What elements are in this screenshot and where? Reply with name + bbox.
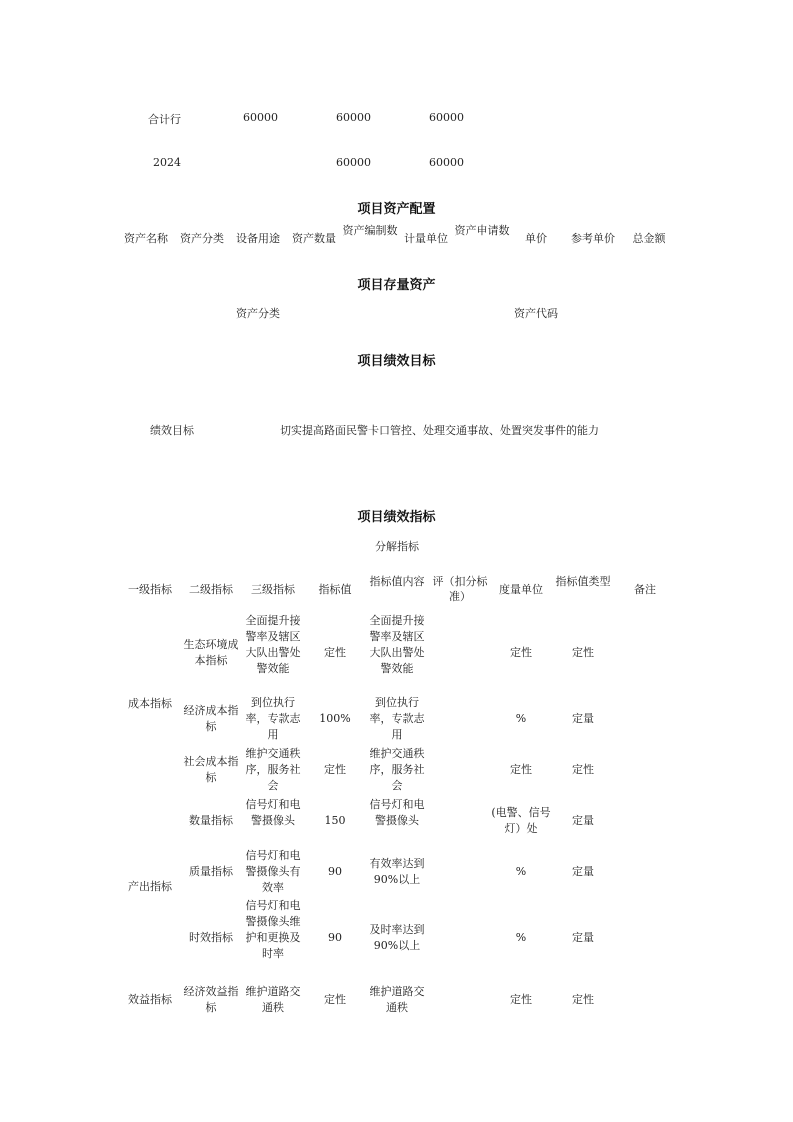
budget-year-value-2: 60000 <box>336 156 371 169</box>
asset-config-header-usage: 设备用途 <box>236 232 280 245</box>
perf-goal-title: 项目绩效目标 <box>357 354 436 369</box>
row-value: 90 <box>328 931 342 944</box>
budget-total-label: 合计行 <box>148 113 181 126</box>
row-level2: 经济效益指标 <box>183 985 239 1014</box>
perf-goal-label: 绩效目标 <box>150 424 194 437</box>
indicator-header-level1: 一级指标 <box>128 583 172 596</box>
row-value: 150 <box>324 814 346 827</box>
row-level3: 信号灯和电警摄像头 <box>245 798 301 827</box>
indicator-header-value: 指标值 <box>318 583 352 596</box>
budget-year-value-3: 60000 <box>429 156 464 169</box>
row-level3: 维护道路交通秩 <box>245 985 301 1014</box>
row-level2: 社会成本指标 <box>183 755 239 784</box>
row-value: 定性 <box>324 993 346 1006</box>
row-level2: 经济成本指标 <box>183 704 239 733</box>
row-content: 及时率达到90%以上 <box>369 923 425 952</box>
asset-config-header-total: 总金额 <box>632 232 666 245</box>
perf-goal-value: 切实提高路面民警卡口管控、处理交通事故、处置突发事件的能力 <box>280 424 599 437</box>
row-unit: (电警、信号灯）处 <box>491 806 551 835</box>
row-content: 有效率达到90%以上 <box>369 857 425 886</box>
row-content: 到位执行率，专款志用 <box>369 696 425 741</box>
row-level2: 数量指标 <box>189 814 233 827</box>
row-value: 100% <box>319 712 351 725</box>
row-type: 定量 <box>572 712 594 725</box>
indicator-header-type: 指标值类型 <box>555 575 611 588</box>
asset-config-title: 项目资产配置 <box>357 202 436 217</box>
indicator-header-level2: 二级指标 <box>189 583 233 596</box>
indicator-header-unit: 度量单位 <box>499 583 543 596</box>
asset-config-header-quantity: 资产数量 <box>292 232 336 245</box>
row-level3: 到位执行率，专款志用 <box>245 696 301 741</box>
row-type: 定性 <box>572 646 594 659</box>
row-unit: 定性 <box>510 646 532 659</box>
budget-total-value-3: 60000 <box>429 111 464 124</box>
row-unit: 定性 <box>510 763 532 776</box>
row-type: 定量 <box>572 865 594 878</box>
row-type: 定量 <box>572 931 594 944</box>
row-level3: 维护交通秩序，服务社会 <box>245 747 301 792</box>
row-level2: 生态环境成本指标 <box>183 638 239 667</box>
row-type: 定量 <box>572 814 594 827</box>
asset-config-header-price: 单价 <box>525 232 547 245</box>
asset-config-header-name: 资产名称 <box>124 232 168 245</box>
asset-config-header-unit: 计量单位 <box>404 232 448 245</box>
row-unit: % <box>515 931 527 944</box>
budget-total-value-2: 60000 <box>336 111 371 124</box>
row-value: 定性 <box>324 646 346 659</box>
row-level3: 信号灯和电警摄像头有效率 <box>245 849 301 894</box>
row-level3: 全面提升接警率及辖区大队出警处警效能 <box>245 614 301 675</box>
row-level2: 时效指标 <box>189 931 233 944</box>
row-type: 定性 <box>572 763 594 776</box>
budget-total-value-1: 60000 <box>243 111 278 124</box>
row-level2: 质量指标 <box>189 865 233 878</box>
budget-year-label: 2024 <box>153 156 181 169</box>
perf-indicators-subtitle: 分解指标 <box>375 540 419 553</box>
row-content: 全面提升接警率及辖区大队出警处警效能 <box>369 614 425 675</box>
indicator-header-scoring: 评（扣分标准） <box>432 575 488 603</box>
row-content: 信号灯和电警摄像头 <box>369 798 425 827</box>
row-value: 定性 <box>324 763 346 776</box>
perf-indicators-title: 项目绩效指标 <box>357 510 436 525</box>
row-type: 定性 <box>572 993 594 1006</box>
asset-config-header-ref-price: 参考单价 <box>571 232 615 245</box>
asset-config-header-applied: 资产申请数 <box>454 224 510 237</box>
row-content: 维护道路交通秩 <box>369 985 425 1014</box>
stock-assets-header-code: 资产代码 <box>514 307 558 320</box>
level1-benefit: 效益指标 <box>128 993 172 1006</box>
stock-assets-header-category: 资产分类 <box>236 307 280 320</box>
indicator-header-level3: 三级指标 <box>251 583 295 596</box>
stock-assets-title: 项目存量资产 <box>357 278 436 293</box>
row-unit: % <box>515 712 527 725</box>
row-unit: 定性 <box>510 993 532 1006</box>
row-content: 维护交通秩序，服务社会 <box>369 747 425 792</box>
indicator-header-content: 指标值内容 <box>369 575 425 588</box>
asset-config-header-planned: 资产编制数 <box>342 224 398 237</box>
level1-output: 产出指标 <box>128 880 172 893</box>
row-value: 90 <box>328 865 342 878</box>
indicator-header-notes: 备注 <box>634 583 656 596</box>
row-unit: % <box>515 865 527 878</box>
level1-cost: 成本指标 <box>128 697 172 710</box>
asset-config-header-category: 资产分类 <box>180 232 224 245</box>
row-level3: 信号灯和电警摄像头维护和更换及时率 <box>245 899 301 960</box>
